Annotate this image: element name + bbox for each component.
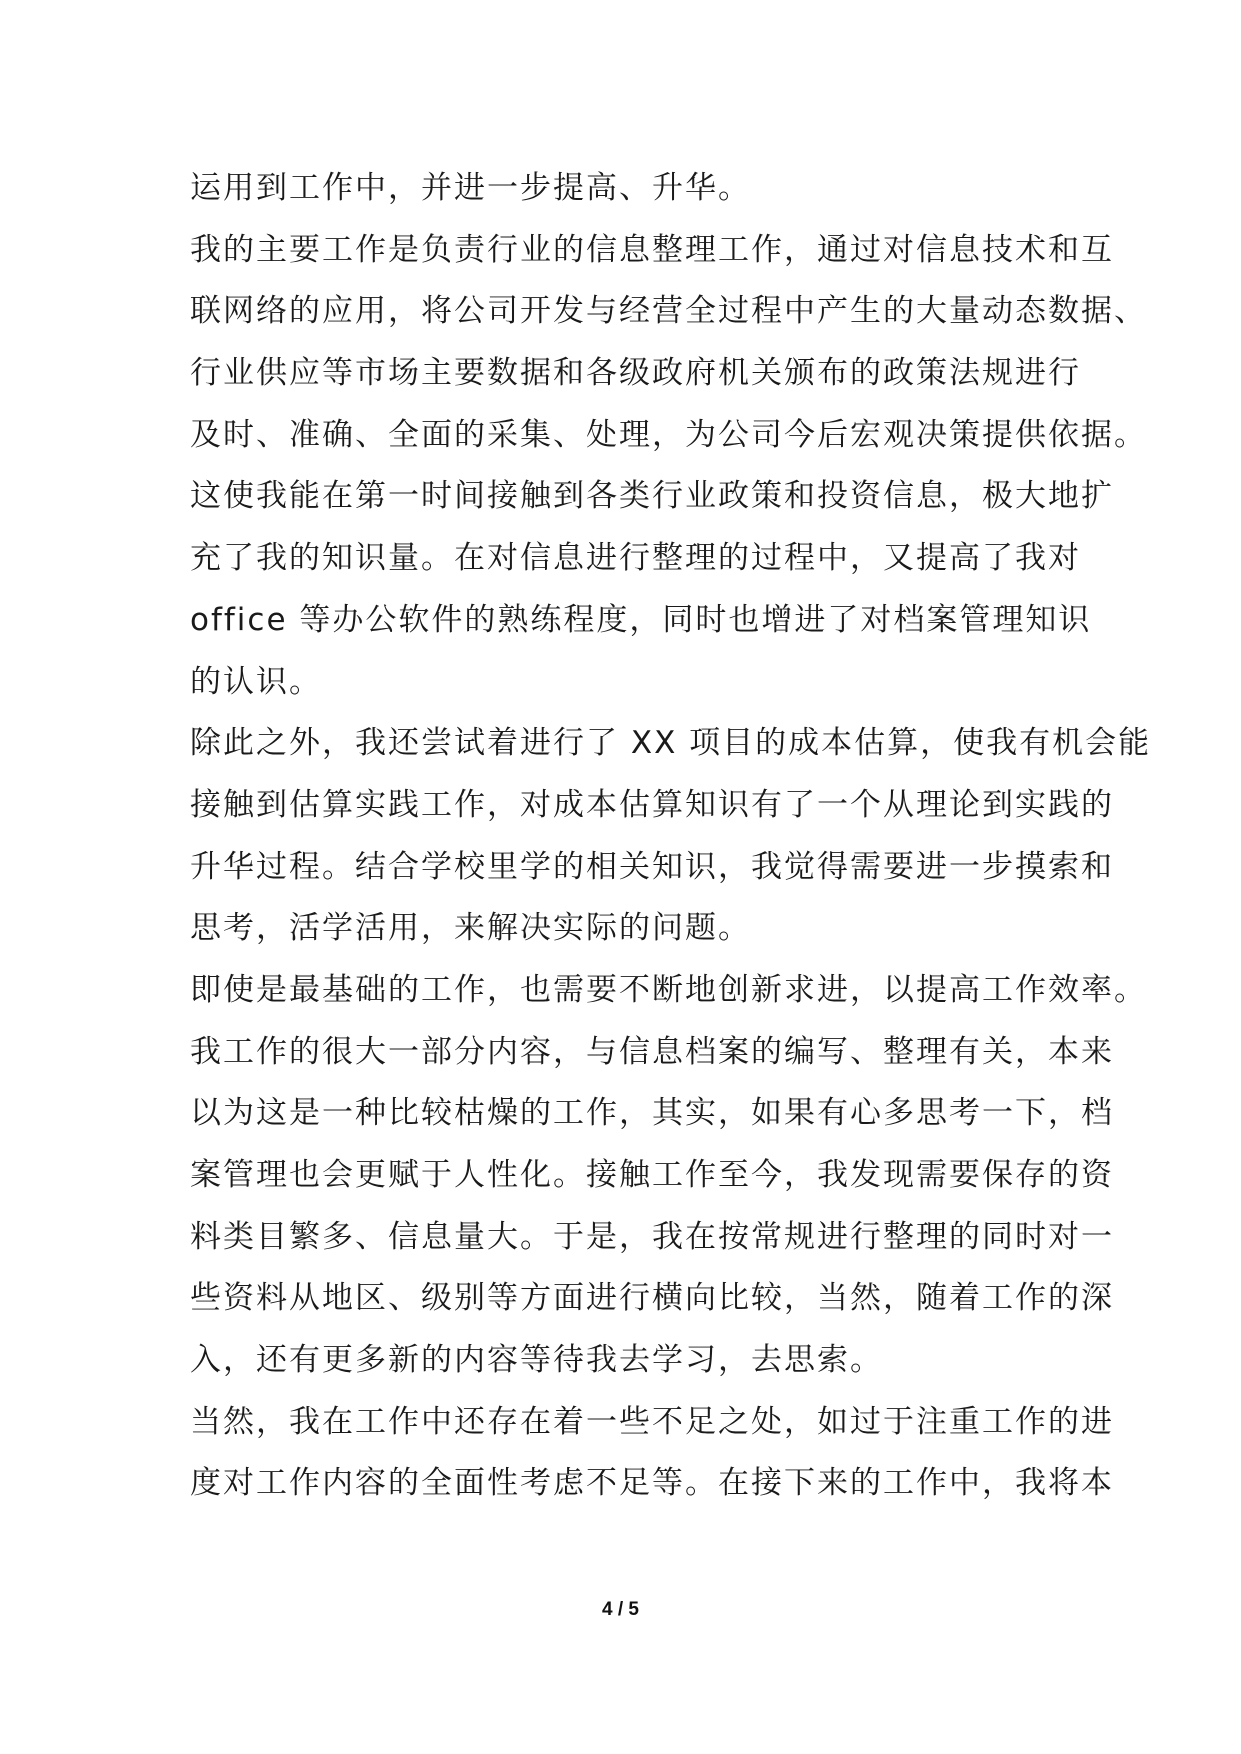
text-line: 这使我能在第一时间接触到各类行业政策和投资信息，极大地扩	[190, 478, 1114, 515]
text-line: 当然，我在工作中还存在着一些不足之处，如过于注重工作的进	[190, 1403, 1114, 1440]
text-line: 及时、准确、全面的采集、处理，为公司今后宏观决策提供依据。	[190, 416, 1147, 453]
page-number: 4 / 5	[602, 1599, 639, 1620]
text-line: 运用到工作中，并进一步提高、升华。	[190, 170, 751, 206]
text-line: 除此之外，我还尝试着进行了 XX 项目的成本估算，使我有机会能	[190, 725, 1152, 762]
text-line: 接触到估算实践工作，对成本估算知识有了一个从理论到实践的	[190, 786, 1114, 823]
text-line: 案管理也会更赋于人性化。接触工作至今，我发现需要保存的资	[190, 1157, 1114, 1193]
text-line: 料类目繁多、信息量大。于是，我在按常规进行整理的同时对一	[190, 1218, 1114, 1255]
text-line: 度对工作内容的全面性考虑不足等。在接下来的工作中，我将本	[190, 1465, 1114, 1502]
text-line: office 等办公软件的熟练程度，同时也增进了对档案管理知识	[190, 601, 1092, 638]
text-line: 联网络的应用，将公司开发与经营全过程中产生的大量动态数据、	[190, 293, 1147, 330]
text-line: 些资料从地区、级别等方面进行横向比较，当然，随着工作的深	[190, 1280, 1114, 1317]
text-line: 以为这是一种比较枯燥的工作，其实，如果有心多思考一下，档	[190, 1095, 1114, 1132]
text-line: 我的主要工作是负责行业的信息整理工作，通过对信息技术和互	[190, 231, 1114, 268]
text-line: 我工作的很大一部分内容，与信息档案的编写、整理有关，本来	[190, 1033, 1114, 1070]
text-line: 入，还有更多新的内容等待我去学习，去思索。	[190, 1342, 883, 1379]
text-line: 思考，活学活用，来解决实际的问题。	[190, 910, 751, 947]
text-line: 即使是最基础的工作，也需要不断地创新求进，以提高工作效率。	[190, 971, 1147, 1008]
body-text	[190, 158, 1152, 1515]
text-line: 充了我的知识量。在对信息进行整理的过程中，又提高了我对	[190, 540, 1081, 577]
text-line: 升华过程。结合学校里学的相关知识，我觉得需要进一步摸索和	[190, 848, 1114, 885]
text-line: 的认识。	[190, 663, 322, 700]
text-line: 行业供应等市场主要数据和各级政府机关颁布的政策法规进行	[190, 355, 1081, 392]
